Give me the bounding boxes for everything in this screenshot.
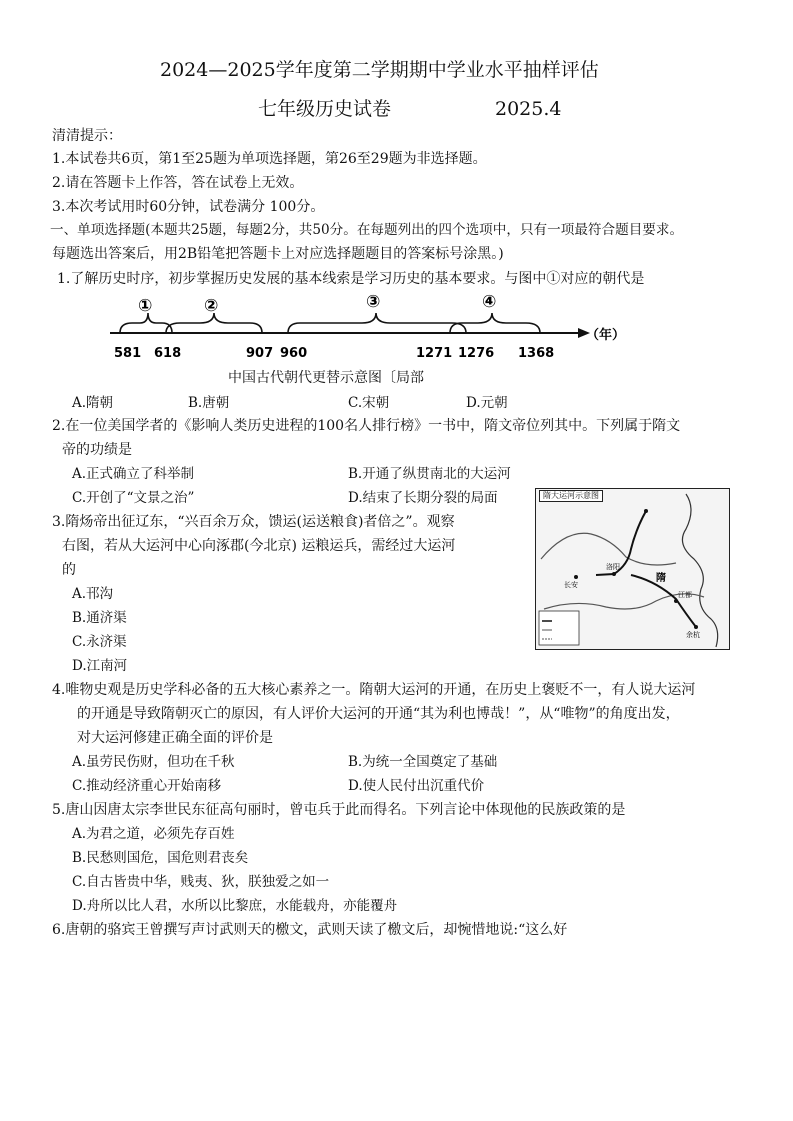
yellow-river bbox=[541, 533, 676, 565]
section-instructions: 一、单项选择题(本题共25题，每题2分，共50分。在每题列出的四个选项中，只有一项最符合题目要求。 bbox=[50, 222, 684, 238]
option-d: D.使人民付出沉重代价 bbox=[348, 778, 485, 794]
notice-item: 3.本次考试用时60分钟，试卷满分 100分。 bbox=[52, 199, 325, 215]
map-legend bbox=[539, 611, 579, 645]
option-b: B.为统一全国奠定了基础 bbox=[348, 754, 498, 770]
question-stem: 的开通是导致隋朝灭亡的原因，有人评价大运河的开通“其为利也博哉！”，从“唯物”的角度出发， bbox=[77, 706, 680, 722]
year-tick: 1271 bbox=[416, 346, 453, 361]
map-title: 隋大运河示意图 bbox=[539, 490, 603, 502]
option-c: C.推动经济重心开始南移 bbox=[72, 778, 222, 794]
coastline bbox=[682, 494, 717, 647]
period-marker: ① bbox=[138, 296, 153, 316]
axis-label: （年） bbox=[586, 328, 626, 343]
exam-date: 2025.4 bbox=[495, 98, 562, 120]
city-dot bbox=[644, 509, 648, 513]
option-c: C.永济渠 bbox=[72, 634, 127, 650]
option-c: C.自古皆贵中华，贱夷、狄，朕独爱之如一 bbox=[72, 874, 330, 890]
period-marker: ② bbox=[204, 296, 219, 316]
notice-item: 1.本试卷共6页，第1至25题为单项选择题，第26至29题为非选择题。 bbox=[52, 151, 487, 167]
option-c: C.开创了“文景之治” bbox=[72, 490, 195, 506]
option-a: A.虽劳民伤财，但功在千秋 bbox=[72, 754, 235, 770]
question-stem: 的 bbox=[62, 562, 76, 578]
option-a: A.正式确立了科举制 bbox=[72, 466, 195, 482]
period-marker: ④ bbox=[482, 292, 497, 312]
grand-canal-map bbox=[535, 488, 730, 650]
period-brace bbox=[120, 313, 172, 333]
year-tick: 618 bbox=[154, 346, 182, 361]
option-b: B.民愁则国危，国危则君丧矣 bbox=[72, 850, 249, 866]
year-tick: 1276 bbox=[458, 346, 495, 361]
option-b: B.唐朝 bbox=[188, 395, 230, 411]
section-instructions: 每题选出答案后，用2B铅笔把答题卡上对应选择题题目的答案标号涂黑。) bbox=[52, 246, 504, 262]
period-brace bbox=[288, 313, 466, 333]
option-d: D.结束了长期分裂的局面 bbox=[348, 490, 498, 506]
map-place-label: 江都 bbox=[678, 591, 692, 599]
question-stem: 3.隋炀帝出征辽东，“兴百余万众，馈运(运送粮食)者倍之”。观察 bbox=[52, 514, 455, 530]
year-tick: 1368 bbox=[518, 346, 555, 361]
exam-subtitle: 七年级历史试卷 bbox=[258, 98, 392, 120]
map-drawing bbox=[536, 489, 729, 649]
city-dot bbox=[574, 575, 578, 579]
period-marker: ③ bbox=[366, 292, 381, 312]
option-d: D.元朝 bbox=[466, 395, 508, 411]
option-c: C.宋朝 bbox=[348, 395, 390, 411]
question-stem: 右图，若从大运河中心向涿郡(今北京) 运粮运兵，需经过大运河 bbox=[62, 538, 456, 554]
exam-title: 2024—2025学年度第二学期期中学业水平抽样评估 bbox=[160, 59, 599, 81]
period-brace bbox=[166, 313, 262, 333]
notice-heading: 清清提示： bbox=[52, 128, 122, 144]
option-a: A.隋朝 bbox=[72, 395, 114, 411]
question-stem: 5.唐山因唐太宗李世民东征高句丽时，曾屯兵于此而得名。下列言论中体现他的民族政策的是 bbox=[52, 802, 626, 818]
city-dot bbox=[674, 599, 678, 603]
map-place-label: 隋 bbox=[656, 573, 666, 584]
map-place-label: 长安 bbox=[564, 581, 578, 589]
map-place-label: 洛阳 bbox=[606, 563, 620, 571]
period-brace bbox=[450, 313, 540, 333]
city-dot bbox=[694, 625, 698, 629]
question-stem: 6.唐朝的骆宾王曾撰写声讨武则天的檄文，武则天读了檄文后，却惋惜地说:“这么好 bbox=[52, 922, 568, 938]
option-a: A.为君之道，必须先存百姓 bbox=[72, 826, 235, 842]
dynasty-timeline bbox=[100, 287, 640, 367]
question-stem: 对大运河修建正确全面的评价是 bbox=[77, 730, 273, 746]
question-stem: 4.唯物史观是历史学科必备的五大核心素养之一。隋朝大运河的开通，在历史上褒贬不一，有人说大运河 bbox=[52, 682, 696, 698]
city-dot bbox=[612, 572, 616, 576]
option-a: A.邗沟 bbox=[72, 586, 114, 602]
year-tick: 581 bbox=[114, 346, 142, 361]
map-place-label: 余杭 bbox=[686, 631, 700, 639]
option-b: B.开通了纵贯南北的大运河 bbox=[348, 466, 511, 482]
question-stem: 1.了解历史时序，初步掌握历史发展的基本线索是学习历史的基本要求。与图中①对应的朝代是 bbox=[57, 271, 645, 287]
question-stem: 帝的功绩是 bbox=[62, 442, 132, 458]
notice-item: 2.请在答题卡上作答，答在试卷上无效。 bbox=[52, 175, 304, 191]
year-tick: 907 bbox=[246, 346, 274, 361]
figure-caption: 中国古代朝代更替示意图〔局部 bbox=[228, 370, 424, 386]
question-stem: 2.在一位美国学者的《影响人类历史进程的100名人排行榜》一书中，隋文帝位列其中。下列属于隋文 bbox=[52, 418, 681, 434]
option-d: D.江南河 bbox=[72, 658, 128, 674]
year-tick: 960 bbox=[280, 346, 308, 361]
option-b: B.通济渠 bbox=[72, 610, 127, 626]
option-d: D.舟所以比人君，水所以比黎庶，水能载舟，亦能覆舟 bbox=[72, 898, 398, 914]
